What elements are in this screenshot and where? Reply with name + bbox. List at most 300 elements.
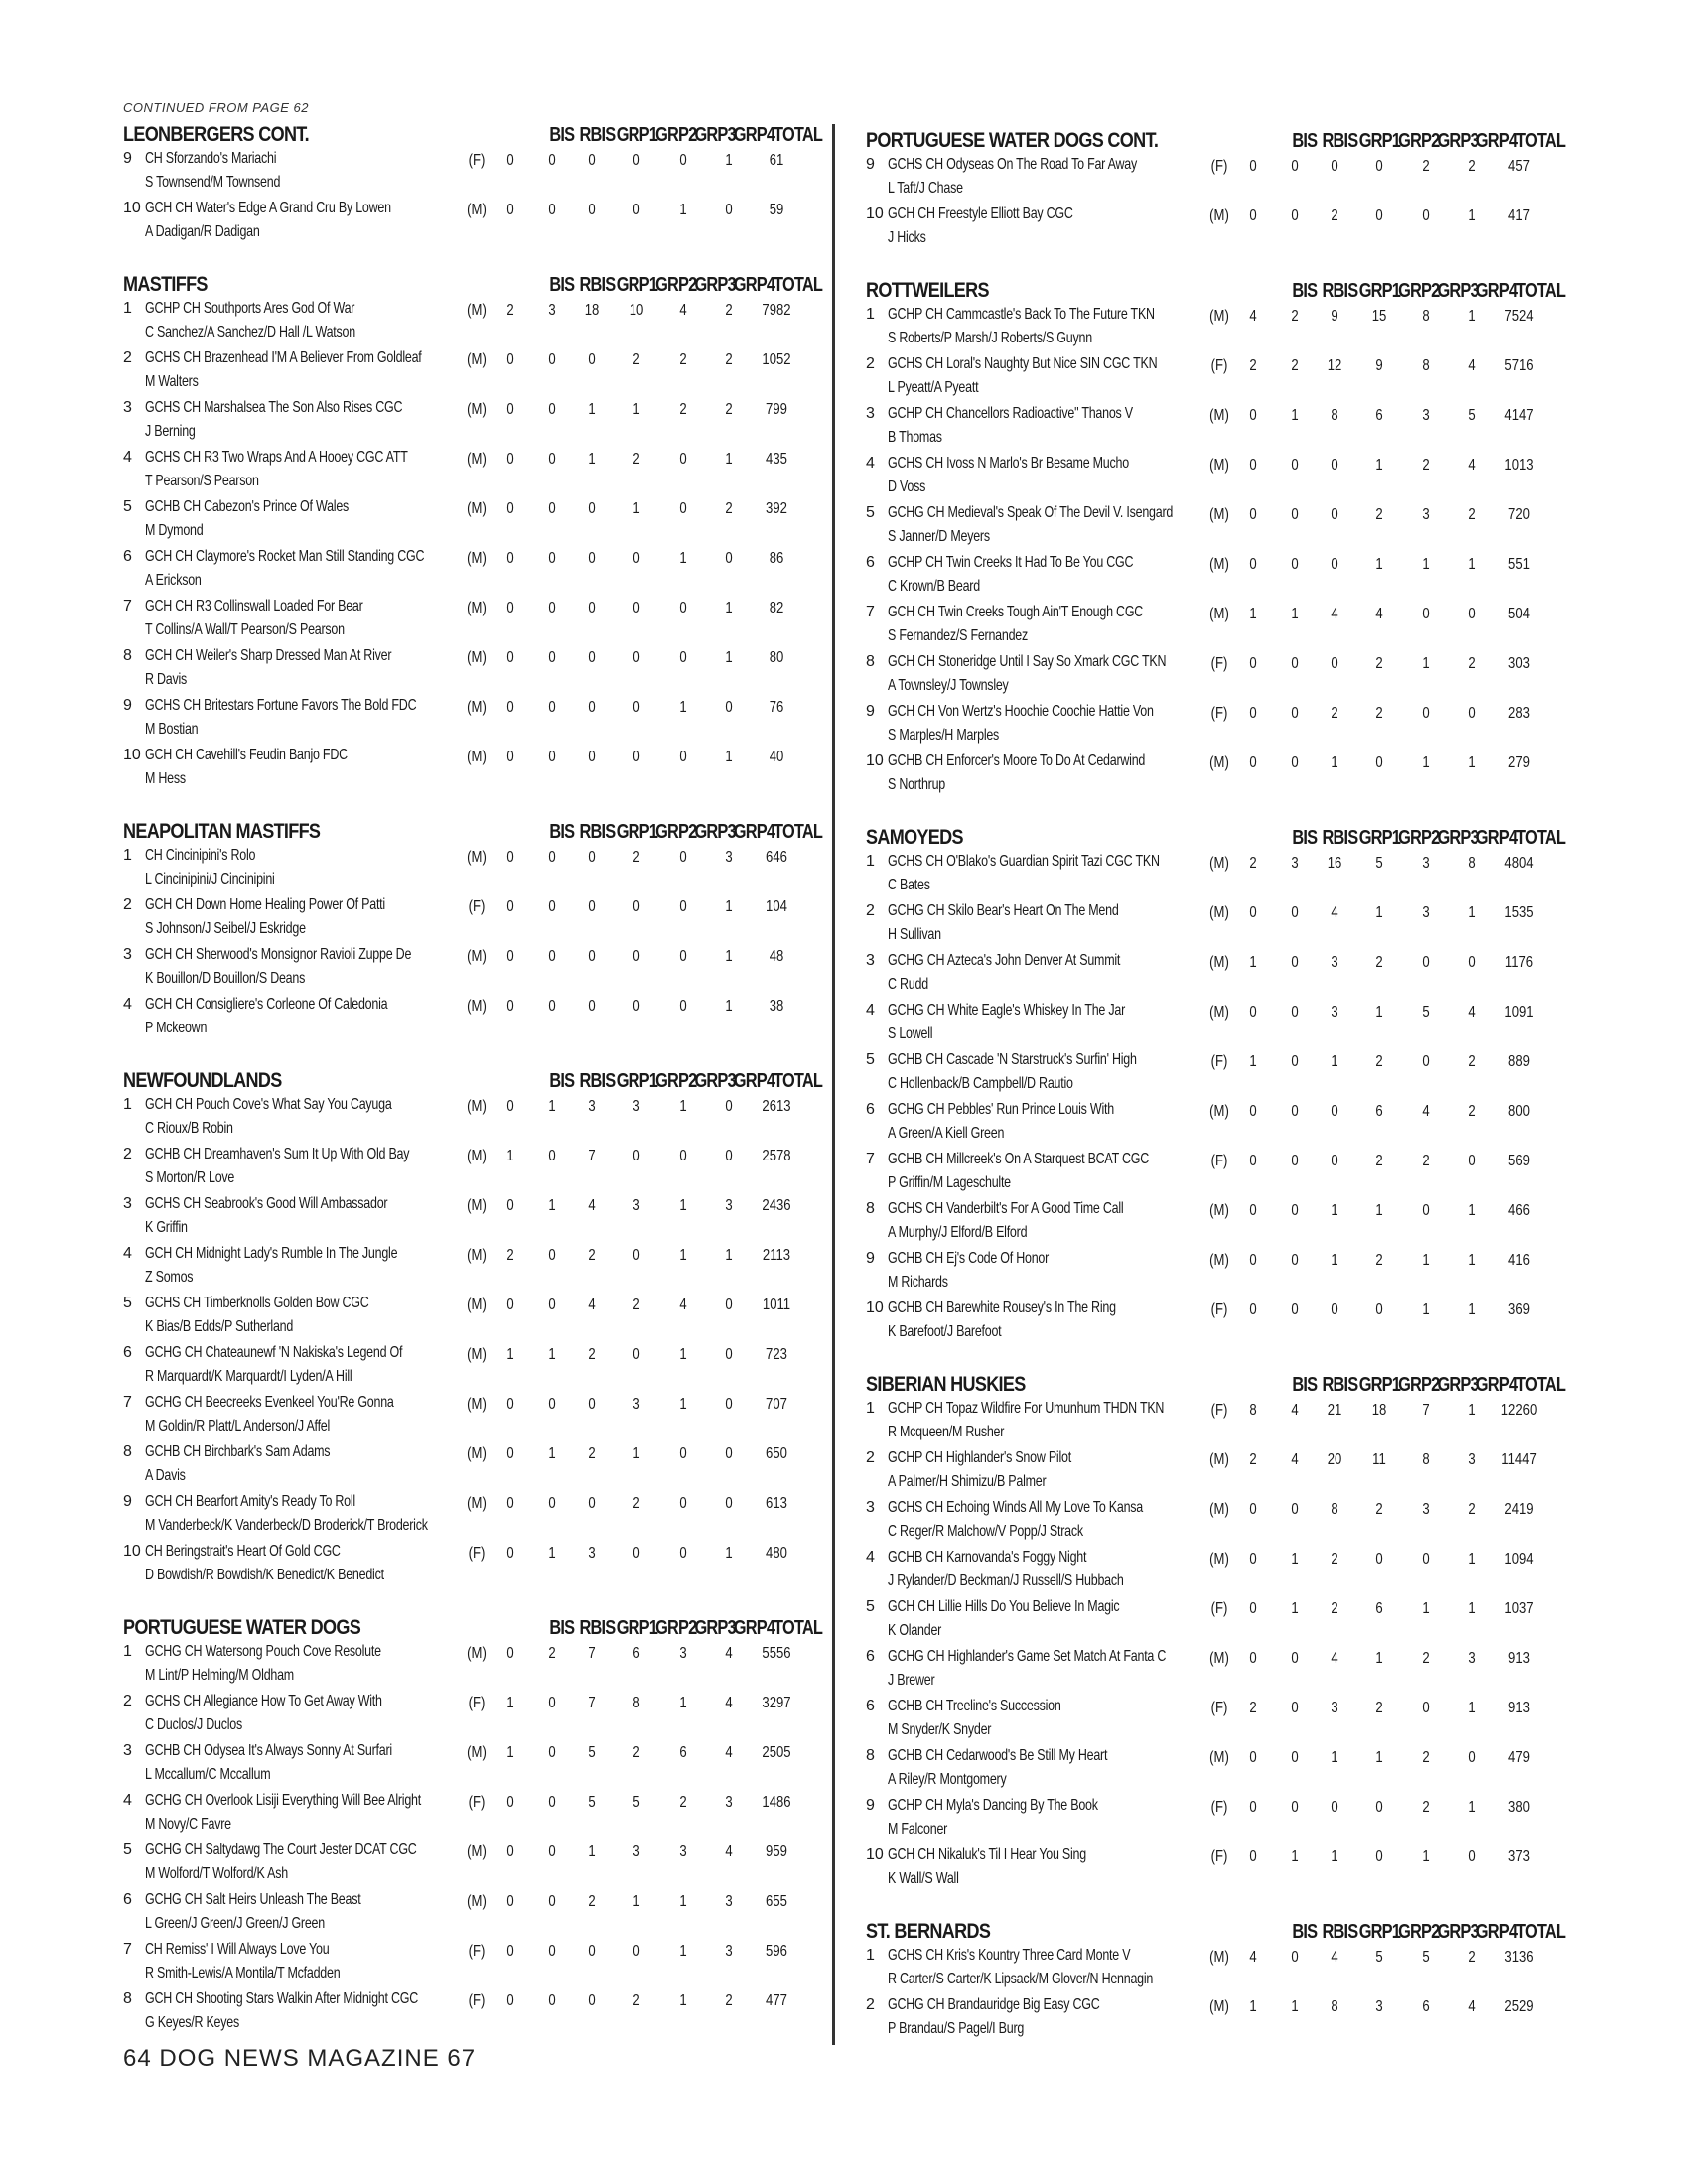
owner-names: M Walters — [145, 373, 199, 390]
sex-marker: (M) — [1209, 207, 1229, 224]
sex-marker: (M) — [1209, 1749, 1229, 1766]
stat-rbis: 0 — [548, 550, 556, 567]
stat-rbis: 0 — [1291, 1799, 1299, 1816]
left-sections — [123, 117, 823, 2037]
stat-grp4: 0 — [1468, 1153, 1476, 1169]
stat-grp1: 0 — [588, 1495, 596, 1512]
breed-section — [123, 267, 823, 793]
stat-total: 480 — [766, 1545, 787, 1562]
stat-grp1: 0 — [588, 948, 596, 965]
stat-total: 3297 — [762, 1695, 791, 1711]
stat-grp1: 18 — [584, 302, 600, 319]
stat-grp2: 1 — [1375, 457, 1383, 474]
sex-marker: (M) — [1209, 1949, 1229, 1966]
sex-marker: (M) — [467, 1247, 487, 1264]
stat-header-rbis: RBIS — [579, 821, 616, 843]
stat-grp2: 6 — [1375, 1103, 1383, 1120]
stat-header-grp3: GRP3 — [1437, 1921, 1478, 1943]
stat-grp4: 0 — [725, 1495, 733, 1512]
stat-grp2: 6 — [633, 1645, 640, 1662]
stat-grp1: 9 — [1331, 308, 1338, 325]
dog-name: GCHG CH Azteca's John Denver At Summit — [888, 952, 1121, 969]
rank-number: 3 — [866, 1499, 875, 1516]
stat-total: 104 — [766, 898, 787, 915]
stat-grp2: 3 — [633, 1197, 640, 1214]
ranking-entry — [123, 297, 823, 346]
stat-grp1: 2 — [588, 1893, 596, 1910]
stat-bis: 0 — [506, 1992, 514, 2009]
stat-bis: 0 — [1249, 407, 1257, 424]
ranking-entry — [866, 1297, 1566, 1346]
sex-marker: (M) — [467, 1744, 487, 1761]
owner-names: K Wall/S Wall — [888, 1870, 959, 1887]
stat-grp4: 1 — [1468, 754, 1476, 771]
stat-grp2: 10 — [629, 302, 644, 319]
ranking-entry — [123, 993, 823, 1042]
stat-bis: 0 — [1249, 207, 1257, 224]
breed-title: SAMOYEDS — [866, 826, 963, 849]
breed-section — [866, 820, 1566, 1346]
stat-bis: 0 — [1249, 1848, 1257, 1865]
stat-header-grp1: GRP1 — [1358, 130, 1401, 152]
stat-grp2: 1 — [633, 1893, 640, 1910]
rank-number: 7 — [123, 1941, 132, 1958]
dog-name: GCHS CH Seabrook's Good Will Ambassador — [145, 1195, 388, 1212]
dog-name: GCHS CH R3 Two Wraps And A Hooey CGC ATT — [145, 449, 408, 466]
stat-total: 86 — [769, 550, 784, 567]
stat-grp4: 1 — [725, 1247, 733, 1264]
stat-grp2: 2 — [1375, 1700, 1383, 1716]
section-header — [123, 1610, 823, 1640]
stat-total: 723 — [766, 1346, 787, 1363]
stat-rbis: 4 — [1291, 1402, 1299, 1419]
dog-name: GCH CH Weiler's Sharp Dressed Man At River — [145, 647, 392, 664]
owner-names: L Green/J Green/J Green/J Green — [145, 1915, 325, 1932]
owner-names: J Berning — [145, 423, 196, 440]
owner-names: M Dymond — [145, 522, 204, 539]
stat-rbis: 0 — [548, 500, 556, 517]
stat-grp1: 0 — [1331, 1153, 1338, 1169]
stat-grp3: 1 — [679, 202, 687, 218]
stat-bis: 0 — [1249, 754, 1257, 771]
stat-total: 913 — [1508, 1700, 1530, 1716]
dog-name: GCHP CH Myla's Dancing By The Book — [888, 1797, 1098, 1814]
stat-rbis: 0 — [1291, 1053, 1299, 1070]
stat-bis: 0 — [1249, 1600, 1257, 1617]
sex-marker: (M) — [467, 699, 487, 716]
sex-marker: (F) — [468, 1695, 486, 1711]
stat-header-grp2: GRP2 — [655, 124, 697, 146]
stat-grp2: 3 — [633, 1098, 640, 1115]
column-divider — [832, 124, 835, 2045]
section-header — [123, 1063, 823, 1093]
owner-names: C Bates — [888, 877, 930, 893]
stat-grp1: 0 — [588, 1943, 596, 1960]
dog-name: GCHB CH Odysea It's Always Sonny At Surfari — [145, 1742, 392, 1759]
stat-total: 959 — [766, 1843, 787, 1860]
owner-names: S Fernandez/S Fernandez — [888, 627, 1028, 644]
stat-total: 4804 — [1504, 855, 1534, 872]
rank-number: 8 — [123, 1990, 132, 2007]
stat-grp3: 2 — [1422, 158, 1430, 175]
stat-grp4: 2 — [725, 351, 733, 368]
stat-header-grp1: GRP1 — [616, 1617, 658, 1639]
rank-number: 8 — [866, 1747, 875, 1764]
dog-name: GCHP CH Topaz Wildfire For Umunhum THDN TKN — [888, 1400, 1165, 1417]
stat-grp4: 4 — [725, 1843, 733, 1860]
dog-name: GCHB CH Enforcer's Moore To Do At Cedarwind — [888, 752, 1146, 769]
ranking-entry — [123, 1888, 823, 1938]
ranking-entry — [866, 1496, 1566, 1546]
rank-number: 3 — [866, 952, 875, 969]
stat-bis: 0 — [506, 401, 514, 418]
ranking-entry — [123, 147, 823, 197]
stat-grp1: 1 — [588, 451, 596, 468]
stat-grp2: 8 — [633, 1695, 640, 1711]
stat-grp2: 1 — [633, 500, 640, 517]
stat-grp2: 0 — [633, 1247, 640, 1264]
stat-grp1: 1 — [1331, 1749, 1338, 1766]
stat-grp3: 1 — [1422, 754, 1430, 771]
ranking-entry — [123, 1143, 823, 1192]
stat-header-bis: BIS — [1292, 1921, 1318, 1943]
dog-name: GCHG CH Highlander's Game Set Match At Fanta C — [888, 1648, 1167, 1665]
sex-marker: (M) — [467, 550, 487, 567]
stat-total: 479 — [1508, 1749, 1530, 1766]
stat-header-rbis: RBIS — [579, 274, 616, 296]
ranking-entry — [866, 501, 1566, 551]
stat-rbis: 0 — [1291, 1103, 1299, 1120]
stat-total: 1094 — [1504, 1551, 1534, 1568]
stat-bis: 0 — [506, 849, 514, 866]
stat-grp1: 0 — [1331, 506, 1338, 523]
stat-grp2: 0 — [1375, 207, 1383, 224]
ranking-entry — [123, 1938, 823, 1987]
owner-names: G Keyes/R Keyes — [145, 2014, 239, 2031]
stat-grp3: 3 — [1422, 1501, 1430, 1518]
stat-header-grp2: GRP2 — [655, 1617, 697, 1639]
stat-header-total: TOTAL — [774, 274, 823, 296]
stat-grp4: 3 — [725, 1943, 733, 1960]
stat-header-total: TOTAL — [774, 124, 823, 146]
stat-total: 1176 — [1504, 954, 1534, 971]
stat-total: 800 — [1508, 1103, 1530, 1120]
stat-total: 2505 — [762, 1744, 791, 1761]
stat-grp3: 0 — [679, 898, 687, 915]
stat-header-total: TOTAL — [1516, 280, 1566, 302]
stat-grp2: 2 — [633, 1495, 640, 1512]
stat-rbis: 2 — [1291, 357, 1299, 374]
stat-total: 707 — [766, 1396, 787, 1413]
stat-header-bis: BIS — [549, 274, 575, 296]
owner-names: R Smith-Lewis/A Montila/T Mcfadden — [145, 1965, 341, 1981]
stat-rbis: 0 — [548, 1396, 556, 1413]
sex-marker: (M) — [467, 1445, 487, 1462]
ranking-entry — [866, 1993, 1566, 2043]
owner-names: A Murphy/J Elford/B Elford — [888, 1224, 1028, 1241]
sex-marker: (M) — [1209, 1451, 1229, 1468]
ranking-entry — [866, 1197, 1566, 1247]
stat-grp1: 0 — [588, 998, 596, 1015]
dog-name: GCHB CH Barewhite Rousey's In The Ring — [888, 1299, 1116, 1316]
stat-bis: 0 — [506, 1794, 514, 1811]
dog-name: GCHG CH Medieval's Speak Of The Devil V. Isengard — [888, 504, 1174, 521]
stat-bis: 0 — [506, 1098, 514, 1115]
rank-number: 1 — [866, 1400, 875, 1417]
stat-grp3: 2 — [1422, 1153, 1430, 1169]
stat-grp1: 8 — [1331, 1998, 1338, 2015]
sex-marker: (M) — [467, 998, 487, 1015]
breed-section — [123, 1610, 823, 2037]
stat-grp4: 5 — [1468, 407, 1476, 424]
stat-grp2: 4 — [1375, 606, 1383, 622]
section-header — [866, 1367, 1566, 1397]
stat-header-grp4: GRP4 — [1476, 1374, 1518, 1396]
right-sections — [866, 123, 1566, 2043]
stat-grp3: 7 — [1422, 1402, 1430, 1419]
owner-names: L Taft/J Chase — [888, 180, 963, 197]
stat-grp4: 1 — [725, 948, 733, 965]
owner-names: D Bowdish/R Bowdish/K Benedict/K Benedict — [145, 1567, 384, 1583]
stat-total: 303 — [1508, 655, 1530, 672]
sex-marker: (F) — [1210, 1402, 1228, 1419]
rank-number: 3 — [866, 405, 875, 422]
stat-bis: 0 — [1249, 1501, 1257, 1518]
stat-rbis: 0 — [1291, 904, 1299, 921]
stat-bis: 2 — [506, 1247, 514, 1264]
stat-total: 1486 — [762, 1794, 791, 1811]
stat-grp3: 1 — [1422, 1301, 1430, 1318]
stat-header-grp2: GRP2 — [655, 1070, 697, 1092]
stat-grp2: 0 — [1375, 158, 1383, 175]
stat-bis: 0 — [506, 152, 514, 169]
ranking-entry — [123, 1987, 823, 2037]
ranking-entry — [866, 1446, 1566, 1496]
stat-total: 2613 — [762, 1098, 791, 1115]
ranking-entry — [866, 1645, 1566, 1695]
stat-grp2: 0 — [633, 699, 640, 716]
stat-rbis: 0 — [548, 1943, 556, 1960]
stat-grp1: 0 — [588, 749, 596, 765]
stat-bis: 0 — [1249, 904, 1257, 921]
stat-grp3: 0 — [679, 849, 687, 866]
stat-grp3: 1 — [679, 1695, 687, 1711]
stat-grp2: 0 — [633, 550, 640, 567]
stat-total: 7524 — [1504, 308, 1534, 325]
stat-header-grp4: GRP4 — [733, 821, 775, 843]
ranking-entry — [866, 949, 1566, 999]
sex-marker: (M) — [467, 1098, 487, 1115]
stat-grp3: 0 — [679, 749, 687, 765]
dog-name: GCHB CH Ej's Code Of Honor — [888, 1250, 1050, 1267]
stat-grp4: 0 — [725, 202, 733, 218]
stat-total: 392 — [766, 500, 787, 517]
stat-grp1: 1 — [588, 1843, 596, 1860]
ranking-entry — [123, 1292, 823, 1341]
stat-grp2: 0 — [1375, 754, 1383, 771]
stat-grp1: 4 — [588, 1297, 596, 1313]
stat-grp2: 1 — [633, 1445, 640, 1462]
stat-rbis: 0 — [548, 1297, 556, 1313]
sex-marker: (F) — [1210, 1053, 1228, 1070]
stat-grp2: 2 — [1375, 954, 1383, 971]
stat-grp2: 5 — [1375, 855, 1383, 872]
dog-name: GCHS CH Brazenhead I'M A Believer From Goldleaf — [145, 349, 422, 366]
stat-bis: 0 — [1249, 1650, 1257, 1667]
rank-number: 8 — [123, 647, 132, 664]
stat-header-grp3: GRP3 — [694, 1617, 736, 1639]
stat-grp4: 1 — [725, 600, 733, 616]
stat-header-bis: BIS — [549, 821, 575, 843]
stat-grp1: 4 — [1331, 1650, 1338, 1667]
ranking-entry — [123, 595, 823, 644]
stat-grp4: 8 — [1468, 855, 1476, 872]
owner-names: S Janner/D Meyers — [888, 528, 990, 545]
stat-grp3: 8 — [1422, 308, 1430, 325]
stat-total: 596 — [766, 1943, 787, 1960]
stat-grp1: 0 — [588, 351, 596, 368]
stat-rbis: 1 — [548, 1445, 556, 1462]
stat-grp2: 0 — [633, 1346, 640, 1363]
rank-number: 7 — [123, 1394, 132, 1411]
continued-note: CONTINUED FROM PAGE 62 — [123, 100, 310, 115]
sex-marker: (F) — [1210, 357, 1228, 374]
stat-grp4: 1 — [1468, 1402, 1476, 1419]
stat-grp4: 1 — [1468, 556, 1476, 573]
stat-bis: 1 — [1249, 1998, 1257, 2015]
stat-grp3: 1 — [1422, 1252, 1430, 1269]
stat-rbis: 0 — [548, 749, 556, 765]
stat-total: 457 — [1508, 158, 1530, 175]
stat-bis: 0 — [506, 1445, 514, 1462]
stat-header-rbis: RBIS — [1322, 280, 1358, 302]
ranking-entry — [123, 893, 823, 943]
section-header — [866, 1914, 1566, 1944]
stat-total: 889 — [1508, 1053, 1530, 1070]
sex-marker: (M) — [1209, 1004, 1229, 1021]
stat-header-grp4: GRP4 — [733, 274, 775, 296]
sex-marker: (M) — [467, 1645, 487, 1662]
stat-rbis: 0 — [1291, 158, 1299, 175]
rank-number: 7 — [123, 598, 132, 614]
stat-grp1: 8 — [1331, 407, 1338, 424]
dog-name: GCHG CH Watersong Pouch Cove Resolute — [145, 1643, 381, 1660]
stat-header-row — [1288, 1373, 1566, 1397]
stat-rbis: 0 — [548, 1247, 556, 1264]
stat-grp4: 0 — [725, 1148, 733, 1164]
stat-grp1: 3 — [1331, 954, 1338, 971]
stat-header-total: TOTAL — [1516, 827, 1566, 849]
stat-header-total: TOTAL — [1516, 130, 1566, 152]
stat-total: 799 — [766, 401, 787, 418]
stat-grp1: 0 — [588, 649, 596, 666]
owner-names: S Lowell — [888, 1025, 933, 1042]
stat-grp2: 2 — [633, 1992, 640, 2009]
stat-grp3: 3 — [1422, 855, 1430, 872]
dog-name: GCHS CH Loral's Naughty But Nice SIN CGC TKN — [888, 355, 1158, 372]
stat-header-rbis: RBIS — [1322, 827, 1358, 849]
stat-total: 12260 — [1500, 1402, 1538, 1419]
stat-rbis: 3 — [1291, 855, 1299, 872]
stat-grp4: 4 — [1468, 457, 1476, 474]
sex-marker: (M) — [1209, 1501, 1229, 1518]
stat-grp3: 1 — [679, 699, 687, 716]
sex-marker: (F) — [468, 1545, 486, 1562]
stat-header-rbis: RBIS — [579, 1617, 616, 1639]
stat-grp4: 1 — [1468, 1600, 1476, 1617]
stat-header-total: TOTAL — [774, 1617, 823, 1639]
rank-number: 2 — [123, 1693, 132, 1709]
rank-number: 9 — [866, 1797, 875, 1814]
owner-names: P Mckeown — [145, 1020, 208, 1036]
rank-number: 2 — [866, 1449, 875, 1466]
stat-total: 1052 — [762, 351, 791, 368]
rank-number: 2 — [866, 902, 875, 919]
ranking-entry — [866, 1744, 1566, 1794]
dog-name: GCHB CH Treeline's Succession — [888, 1698, 1061, 1714]
stat-bis: 0 — [506, 998, 514, 1015]
stat-bis: 0 — [506, 1297, 514, 1313]
stat-grp1: 8 — [1331, 1501, 1338, 1518]
stat-grp1: 0 — [1331, 457, 1338, 474]
stat-grp4: 1 — [1468, 1799, 1476, 1816]
breed-section — [123, 814, 823, 1042]
stat-rbis: 0 — [1291, 207, 1299, 224]
stat-grp2: 2 — [1375, 705, 1383, 722]
stat-grp4: 0 — [1468, 606, 1476, 622]
sex-marker: (M) — [467, 1148, 487, 1164]
stat-bis: 8 — [1249, 1402, 1257, 1419]
ranking-entry — [866, 1148, 1566, 1197]
stat-grp2: 0 — [633, 202, 640, 218]
rank-number: 6 — [123, 548, 132, 565]
rank-number: 3 — [123, 946, 132, 963]
stat-grp3: 1 — [679, 1893, 687, 1910]
stat-total: 283 — [1508, 705, 1530, 722]
owner-names: M Snyder/K Snyder — [888, 1721, 992, 1738]
stat-grp1: 0 — [1331, 556, 1338, 573]
stat-grp3: 1 — [679, 1992, 687, 2009]
stat-grp4: 2 — [725, 1992, 733, 2009]
stat-grp3: 8 — [1422, 357, 1430, 374]
stat-grp3: 3 — [1422, 506, 1430, 523]
stat-grp3: 1 — [679, 1098, 687, 1115]
stat-grp4: 1 — [725, 998, 733, 1015]
stat-total: 650 — [766, 1445, 787, 1462]
stat-grp3: 0 — [1422, 1551, 1430, 1568]
stat-bis: 2 — [1249, 1451, 1257, 1468]
rank-number: 6 — [866, 1698, 875, 1714]
sex-marker: (F) — [1210, 705, 1228, 722]
stat-grp3: 0 — [679, 649, 687, 666]
stat-header-grp1: GRP1 — [616, 821, 658, 843]
stat-grp3: 1 — [1422, 1848, 1430, 1865]
ranking-entry — [123, 644, 823, 694]
ranking-entry — [866, 452, 1566, 501]
ranking-entry — [866, 750, 1566, 799]
owner-names: R Mcqueen/M Rusher — [888, 1424, 1005, 1440]
ranking-entry — [866, 1595, 1566, 1645]
stat-rbis: 0 — [1291, 1700, 1299, 1716]
dog-name: CH Remiss' I Will Always Love You — [145, 1941, 330, 1958]
stat-total: 416 — [1508, 1252, 1530, 1269]
stat-grp4: 1 — [725, 451, 733, 468]
owner-names: S Townsend/M Townsend — [145, 174, 281, 191]
stat-grp4: 0 — [725, 1297, 733, 1313]
stat-total: 2113 — [762, 1247, 791, 1264]
stat-total: 1535 — [1504, 904, 1534, 921]
stat-bis: 0 — [506, 649, 514, 666]
